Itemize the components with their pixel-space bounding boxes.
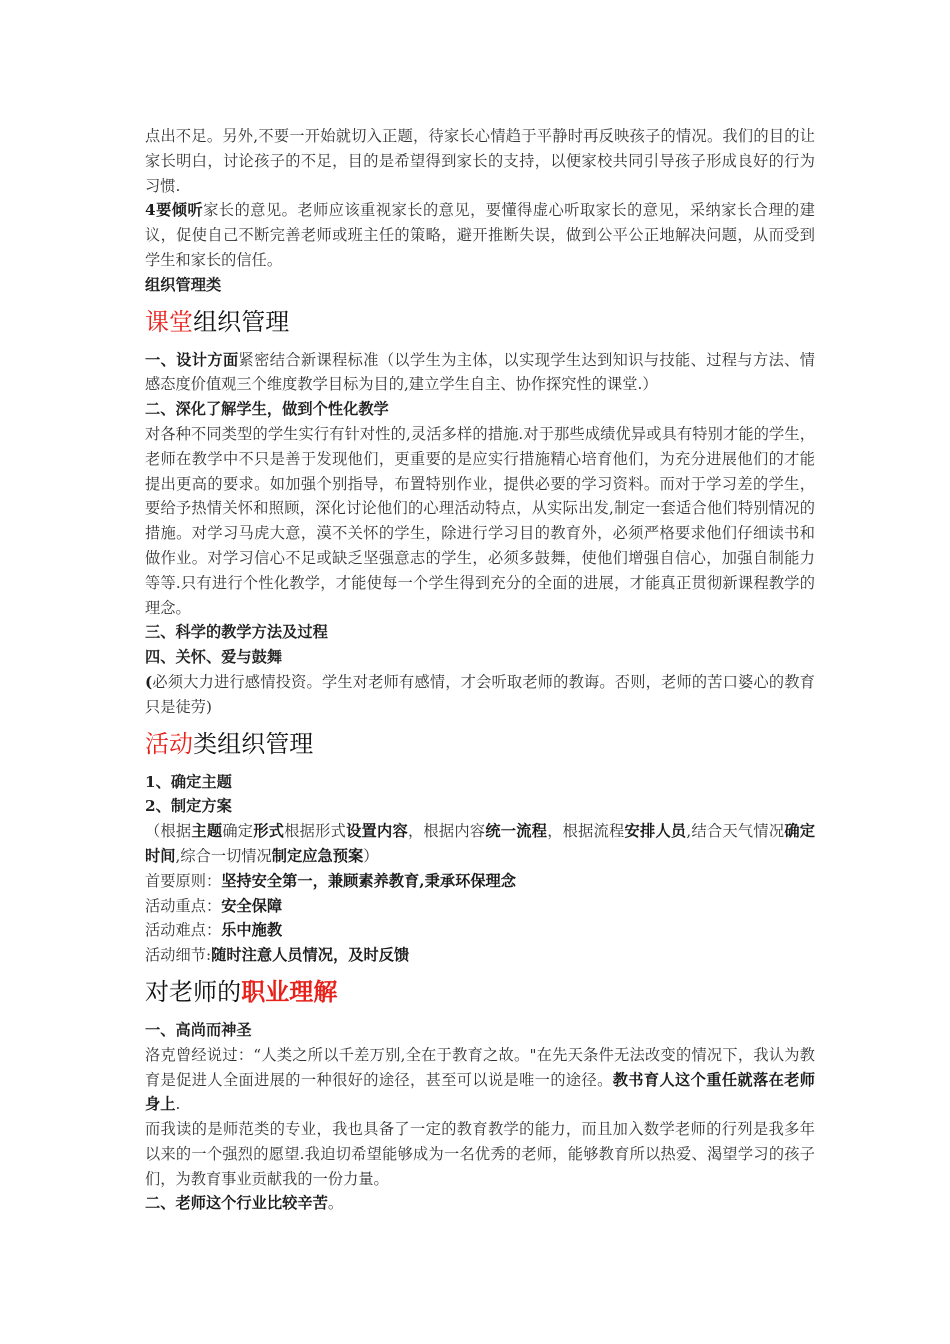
document-body xyxy=(145,124,815,1216)
plan-paragraph xyxy=(145,819,815,869)
plan-bold: 主题 xyxy=(191,822,223,841)
category-label: 组织管理类 xyxy=(145,275,222,294)
plan-text: （根据 xyxy=(145,822,192,841)
activity-item-theme: 1、确定主题 xyxy=(145,772,232,791)
difficulty-value: 乐中施教 xyxy=(221,921,283,940)
care-text: 必须大力进行感情投资。学生对老师有感情，才会听取老师的教诲。否则，老师的苦口婆心的教育只是徒劳) xyxy=(145,672,815,716)
focus-label: 活动重点： xyxy=(145,896,222,915)
subheading-hard-work xyxy=(145,1191,815,1216)
section-heading-profession xyxy=(145,978,815,1006)
principle-value: 坚持安全第一，兼顾素养教育,秉承环保理念 xyxy=(221,871,517,890)
plan-text: 确定 xyxy=(222,822,254,841)
quote-end: . xyxy=(175,1095,181,1114)
intro-paragraph: 点出不足。另外,不要一开始就切入正题，待家长心情趋于平静时再反映孩子的情况。我们的目的让家长明白，讨论孩子的不足，目的是希望得到家长的支持，以便家校共同引导孩子形成良好的行为习惯. xyxy=(145,127,815,195)
listen-paragraph xyxy=(145,198,815,272)
subheading-students: 二、深化了解学生，做到个性化教学 xyxy=(145,400,389,419)
listen-text: 家长的意见。老师应该重视家长的意见，要懂得虚心听取家长的意见，采纳家长合理的建议，促使自己不断完善老师或班主任的策略，避开推断失误，做到公平公正地解决问题，从而受到学生和家长的信任。 xyxy=(145,201,815,269)
plan-bold: 设置内容 xyxy=(346,822,408,841)
focus-line xyxy=(145,894,815,919)
heading-rest-part: 组织管理 xyxy=(193,307,290,336)
subheading-noble: 一、高尚而神圣 xyxy=(145,1020,252,1039)
subheading-care: 四、关怀、爱与鼓舞 xyxy=(145,648,283,667)
care-paragraph xyxy=(145,670,815,720)
difficulty-label: 活动难点： xyxy=(145,921,222,940)
quote-bold: 教书育人这个重任就落在老师身上 xyxy=(145,1070,815,1114)
hard-work-bold: 二、老师这个行业比较辛苦 xyxy=(145,1194,328,1213)
principle-label: 首要原则： xyxy=(145,871,222,890)
plan-text: ） xyxy=(363,846,379,865)
plan-text: ，根据内容 xyxy=(407,822,486,841)
heading-red-part: 课堂 xyxy=(145,307,194,336)
heading-red-part: 活动 xyxy=(145,729,194,758)
plan-bold: 形式 xyxy=(253,822,285,841)
plan-text: 根据形式 xyxy=(284,822,347,841)
quote-paragraph xyxy=(145,1043,815,1117)
detail-line xyxy=(145,943,815,968)
plan-bold: 统一流程 xyxy=(485,822,548,841)
quote-text: 洛克曾经说过：“人类之所以千差万别,全在于教育之故。"在先天条件无法改变的情况下，我认为教育是促进人全面进展的一种很好的途径，甚至可以说是唯一的途径。 xyxy=(145,1045,815,1089)
plan-bold: 制定应急预案 xyxy=(271,846,364,865)
plan-bold: 确定时间 xyxy=(145,822,816,865)
section-heading-classroom xyxy=(145,308,815,336)
heading-rest-part: 类组织管理 xyxy=(193,729,314,758)
aspiration-paragraph: 而我读的是师范类的专业，我也具备了一定的教育教学的能力，而且加入数学老师的行列是我多年以来的一个强烈的愿望.我迫切希望能够成为一名优秀的老师，能够教育所以热爱、渴望学习的孩子们，为教育事业贡献我的一份力量。 xyxy=(145,1120,815,1188)
design-paragraph xyxy=(145,348,815,398)
care-open-paren: ( xyxy=(145,672,153,691)
difficulty-line xyxy=(145,918,815,943)
plan-text: ，根据流程 xyxy=(547,822,625,841)
plan-text: ,结合天气情况 xyxy=(686,822,785,841)
design-text: 紧密结合新课程标准（以学生为主体，以实现学生达到知识与技能、过程与方法、情感态度价值观三个维度教学目标为目的,建立学生自主、协作探究性的课堂.） xyxy=(145,350,815,394)
students-paragraph: 对各种不同类型的学生实行有针对性的,灵活多样的措施.对于那些成绩优异或具有特别才能的学生，老师在教学中不只是善于发现他们，更重要的是应实行措施精心培育他们，为充分进展他们的才能提出更高的要求。如加强个别指导，布置特别作业，提供必要的学习资料。而对于学习差的学生，要给予热情关怀和照顾，深化讨论他们的心理活动特点，从实际出发,制定一套适合他们特别情况的措施。对学习马虎大意，漠不关怀的学生，除进行学习目的教育外，必须严格要求他们仔细读书和做作业。对学习信心不足或缺乏坚强意志的学生，必须多鼓舞，使他们增强自信心，加强自制能力等等.只有进行个性化教学，才能使每一个学生得到充分的全面的进展，才能真正贯彻新课程教学的理念。 xyxy=(145,424,815,617)
heading-red-part: 职业理解 xyxy=(241,977,338,1006)
heading-rest-part: 对老师的 xyxy=(145,977,242,1006)
principle-line xyxy=(145,869,815,894)
focus-value: 安全保障 xyxy=(221,896,283,915)
listen-bold: 4要倾听 xyxy=(145,201,204,220)
plan-text: ,综合一切情况 xyxy=(175,846,272,865)
detail-label: 活动细节: xyxy=(145,946,212,965)
detail-value: 随时注意人员情况，及时反馈 xyxy=(211,946,410,965)
hard-work-end: 。 xyxy=(327,1194,344,1213)
plan-bold: 安排人员 xyxy=(624,822,687,841)
section-heading-activity xyxy=(145,730,815,758)
design-bold: 一、设计方面 xyxy=(145,350,239,369)
activity-item-plan: 2、制定方案 xyxy=(145,797,232,816)
subheading-methods: 三、科学的教学方法及过程 xyxy=(145,623,328,642)
